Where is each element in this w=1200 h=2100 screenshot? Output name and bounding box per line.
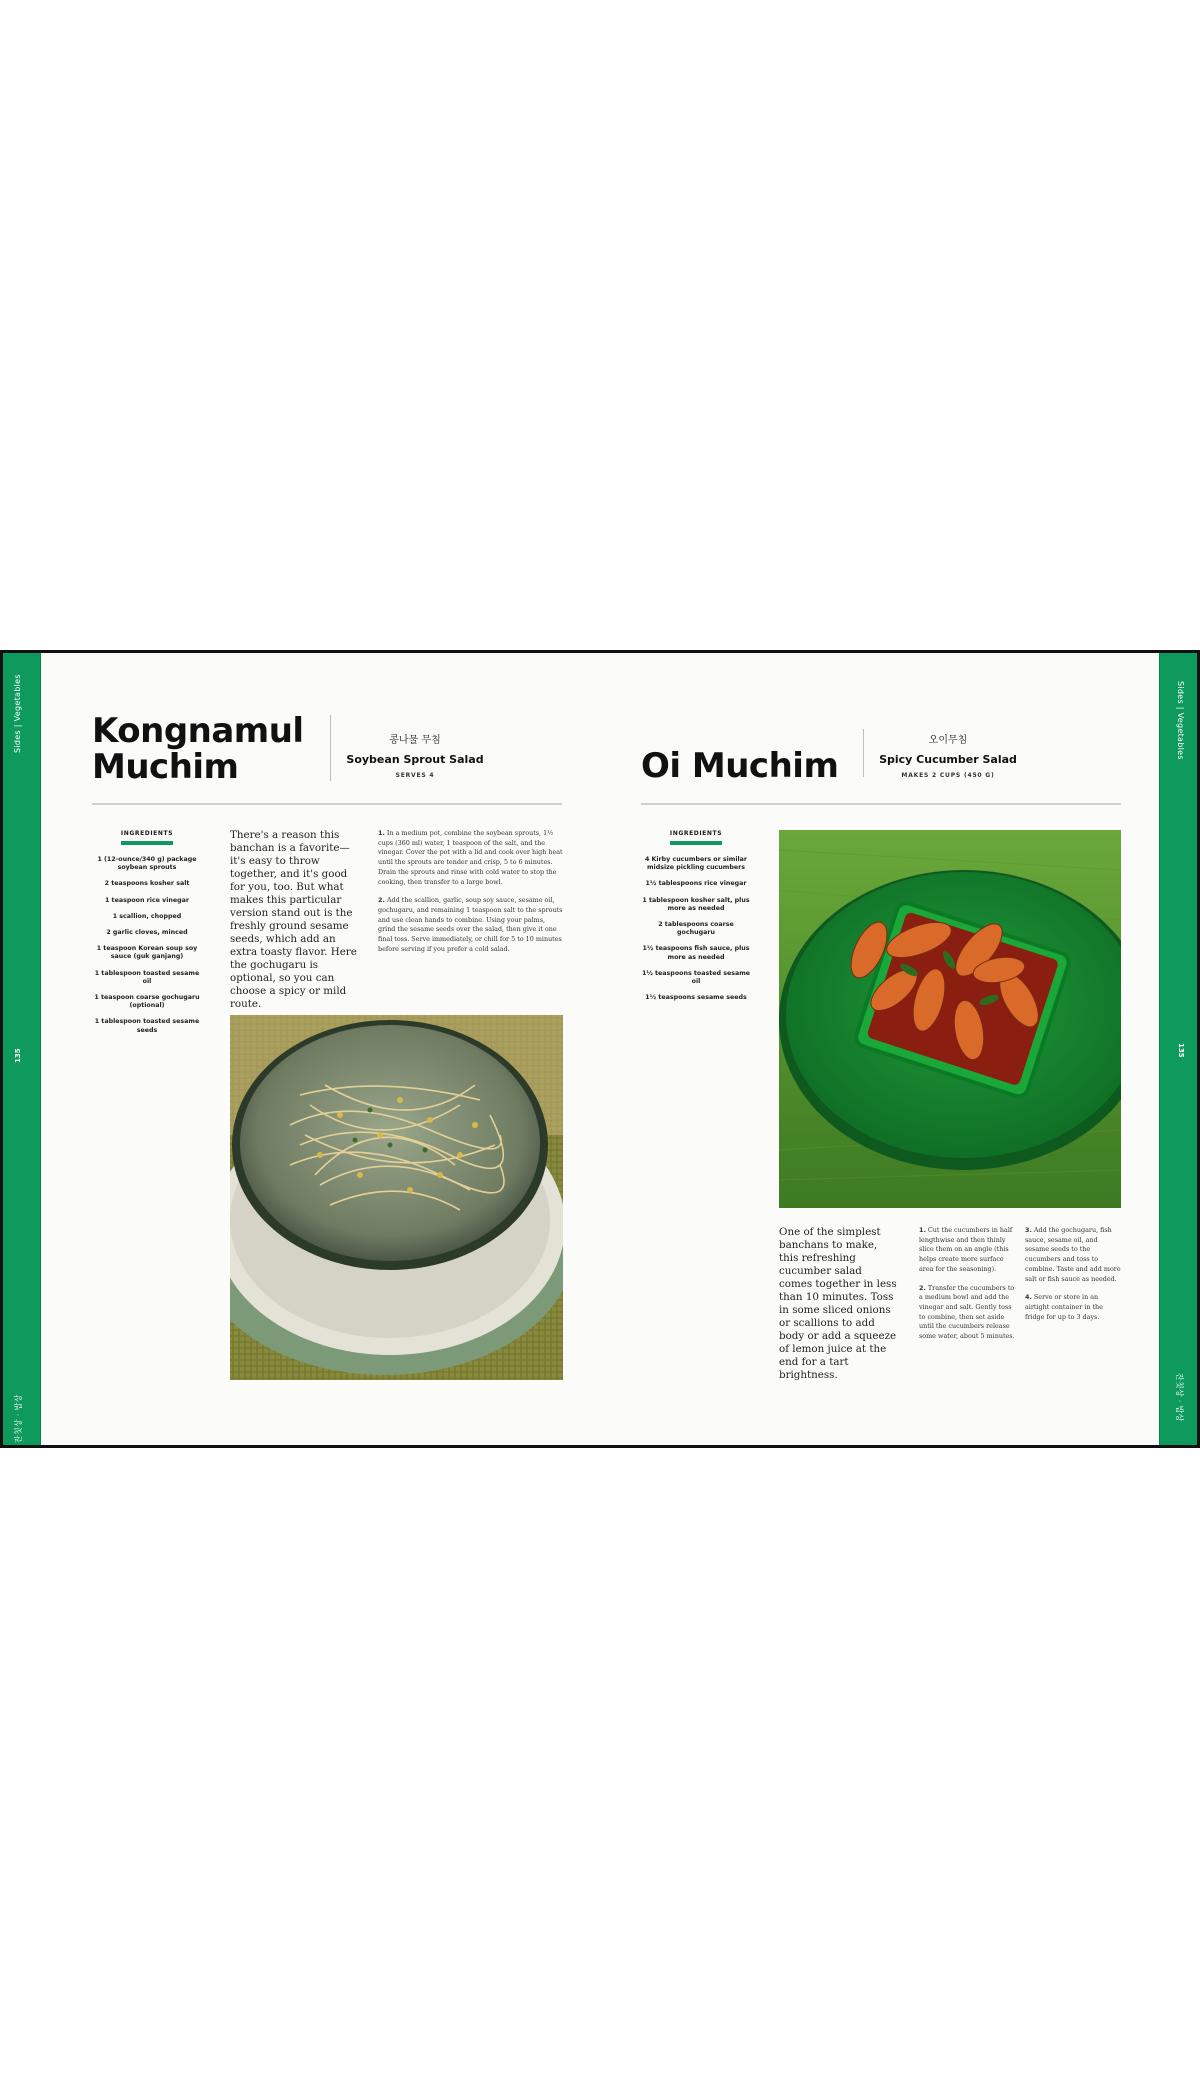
ingredient-item: 1½ teaspoons fish sauce, plus more as needed [642,945,750,961]
method-steps-col1 [919,1226,1015,1351]
recipe-subtitle-block [340,731,490,779]
recipe-title-oi: Oi Muchim [641,746,839,786]
ingredient-item: 1 tablespoon toasted sesame seeds [94,1018,200,1034]
ingredient-item: 1 (12-ounce/340 g) package soybean sprouts [97,856,197,872]
page-number-right: 135 [1177,1043,1185,1058]
step-number: 1. [919,1226,926,1234]
step-item [1025,1293,1121,1322]
ingredient-item: 1½ teaspoons sesame seeds [645,994,747,1002]
ingredient-item: 1½ teaspoons toasted sesame oil [641,969,751,986]
ingredient-item: 1 tablespoon toasted sesame oil [94,969,200,985]
yield-label: MAKES 2 CUPS (450 G) [901,772,995,779]
ingredient-item: 1 teaspoon coarse gochugaru (optional) [94,994,200,1010]
english-subtitle: Soybean Sprout Salad [346,753,484,766]
ingredient-item: 1½ tablespoons rice vinegar [645,880,747,888]
ingredients-accent-bar [670,841,722,845]
recipe-intro: One of the simplest banchans to make, this refreshing cucumber salad comes together in less than 10 minutes. Toss in some sliced onions or scallions to add body or add a squeeze of lemon juice at the end for a tart brightness. [779,1226,897,1381]
title-divider [863,729,864,777]
footer-label-right: 잔칫상 · 밥상 [1175,1373,1184,1422]
page-number-left: 135 [14,1048,22,1063]
step-text: Add the gochugaru, fish sauce, sesame oil, and sesame seeds to the cucumbers and toss to combine. Taste and add more salt or fish sauce as needed. [1025,1226,1121,1283]
korean-name: 콩나물 무침 [389,735,441,746]
ingredient-item: 2 garlic cloves, minced [106,929,188,937]
ingredients-heading: INGREDIENTS [669,830,723,837]
step-item [1025,1226,1121,1284]
header-rule [92,803,562,805]
step-item [378,896,563,954]
ingredient-item: 1 teaspoon Korean soup soy sauce (guk ganjang) [96,945,198,961]
title-line-1: Kongnamul [92,711,304,751]
method-steps-col2 [1025,1226,1121,1331]
step-item [919,1284,1015,1342]
left-page [40,653,603,1445]
ingredient-item: 1 tablespoon kosher salt, plus more as needed [642,896,750,912]
footer-label-left: 잔칫상 · 밥상 [14,1394,23,1443]
step-text: In a medium pot, combine the soybean sprouts, 1½ cups (360 ml) water, 1 teaspoon of the salt, and the vinegar. Cover the pot with a lid and cook over high heat until the sprouts are tender and crisp, 5 to 6 minutes. Drain the sprouts and rinse with cold water to stop the cooking, then transfer to a large bowl. [378,829,563,886]
cucumber-salad-photo [779,830,1121,1208]
step-number: 2. [919,1283,926,1292]
step-text: Transfer the cucumbers to a medium bowl and add the vinegar and salt. Gently toss to combine, then set aside until the cucumbers release some water, about 5 minutes. [919,1283,1015,1341]
ingredient-item: 4 Kirby cucumbers or similar midsize pickling cucumbers [644,856,748,872]
step-text: Serve or store in an airtight container in the fridge for up to 3 days. [1025,1293,1103,1321]
ingredients-accent-bar [121,841,173,845]
yield-label: SERVES 4 [395,772,435,779]
section-label-left: Sides | Vegetables [13,674,22,753]
cucumber-dish-illustration [779,830,1121,1208]
header-rule [641,803,1121,805]
right-page [603,653,1166,1445]
method-steps [378,829,563,963]
ingredient-item: 1 teaspoon rice vinegar [104,896,190,904]
recipe-title-kongnamul [92,713,304,785]
ingredients-list [92,830,202,1043]
title-divider [330,715,331,781]
korean-name: 오이무침 [928,735,968,746]
step-text: Cut the cucumbers in half lengthwise and then thinly slice them on an angle (this helps create more surface area for the seasoning). [919,1226,1013,1273]
step-text: Add the scallion, garlic, soup soy sauce, sesame oil, gochugaru, and remaining 1 teaspoon salt to the sprouts and use clean hands to combine. Using your palms, grind the sesame seeds over the salad, then give it one final toss. Serve immediately, or chill for 5 to 10 minutes before serving if you prefer a cold salad. [378,896,563,953]
cookbook-spread [0,650,1200,1448]
section-label-right: Sides | Vegetables [1176,681,1185,760]
soybean-sprouts-photo [230,1015,563,1380]
step-number: 4. [1025,1293,1032,1302]
step-number: 2. [378,896,385,905]
step-item [919,1226,1015,1275]
english-subtitle: Spicy Cucumber Salad [879,753,1017,766]
recipe-intro: There's a reason this banchan is a favorite—it's easy to throw together, and it's good for you, too. But what makes this particular version stand out is the freshly ground sesame seeds, which add an extra toasty flavor. Here the gochugaru is optional, so you can choose a spicy or mild route. [230,829,357,1010]
ingredient-item: 2 tablespoons coarse gochugaru [658,921,734,937]
step-number: 3. [1025,1226,1032,1234]
ingredients-heading: INGREDIENTS [120,830,174,837]
ingredient-item: 1 scallion, chopped [112,912,182,920]
step-number: 1. [378,829,385,837]
step-item [378,829,563,887]
ingredients-list [641,830,751,1010]
recipe-subtitle-block [873,731,1023,779]
left-margin-strip [3,653,41,1445]
ingredient-item: 2 teaspoons kosher salt [104,880,190,888]
sprouts-dish-illustration [230,1015,563,1380]
title-line-2: Muchim [92,747,239,787]
